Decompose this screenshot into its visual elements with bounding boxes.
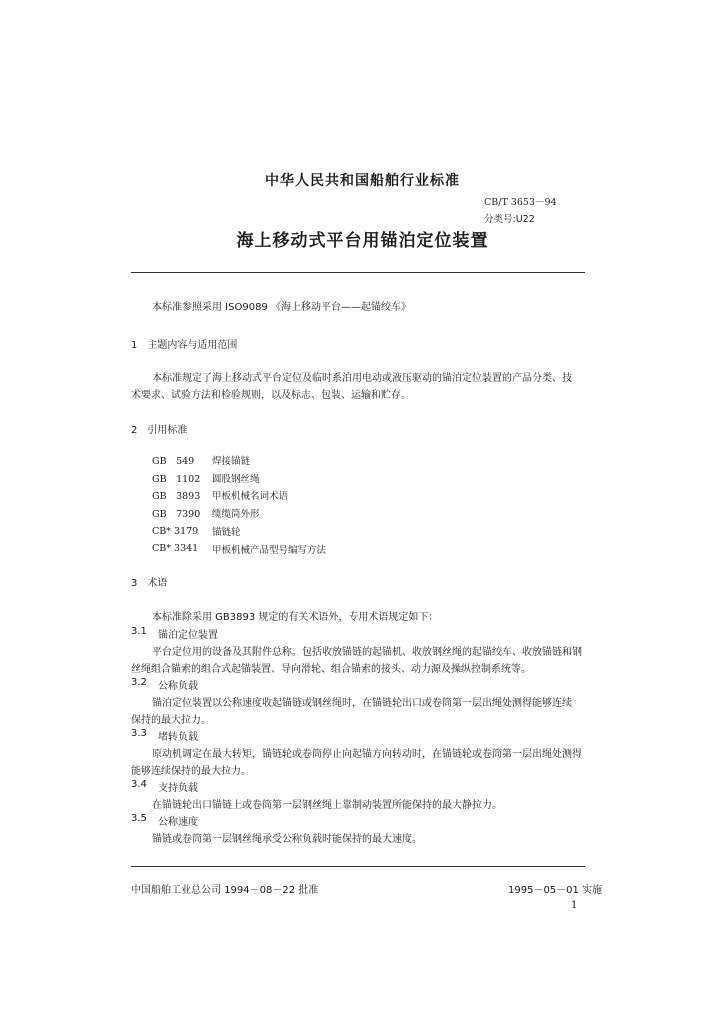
list-item xyxy=(152,522,326,540)
intro-reference: 本标准参照采用 ISO9089 《海上移动平台——起锚绞车》 xyxy=(152,302,411,313)
ref-title: 缆缆筒外形 xyxy=(212,509,260,521)
list-item xyxy=(152,487,326,505)
approval-date: 中国船舶工业总公司 1994－08－22 批准 xyxy=(131,885,319,896)
ref-code: GB 1102 xyxy=(152,473,201,485)
list-item xyxy=(152,504,326,522)
term-number: 3.5 xyxy=(131,813,147,824)
term-title: 支持负载 xyxy=(158,783,198,794)
term-number: 3.3 xyxy=(131,728,147,739)
section-3-intro: 本标准除采用 GB3893 规定的有关术语外，专用术语规定如下： xyxy=(152,612,439,623)
ref-code: CB* 3341 xyxy=(152,543,199,555)
term-def-line-2: 能够连续保持的最大拉力。 xyxy=(131,766,251,777)
ref-title: 甲板机械名词术语 xyxy=(212,491,289,503)
ref-code: CB* 3179 xyxy=(152,525,199,537)
reference-standards-list xyxy=(152,451,326,558)
document-title: 海上移动式平台用锚泊定位装置 xyxy=(236,231,489,251)
term-def-line-1: 平台定位用的设备及其附件总称。包括收放锚链的起锚机、收放钢丝绳的起锚绞车、收放锚链和钢 xyxy=(152,647,582,658)
term-number: 3.4 xyxy=(131,779,147,790)
list-item xyxy=(152,451,326,469)
term-title: 锚泊定位装置 xyxy=(158,630,218,641)
header-rule xyxy=(131,272,585,273)
page-number: 1 xyxy=(571,900,578,911)
section-3-heading: 3 术语 xyxy=(131,578,168,589)
section-2-heading: 2 引用标准 xyxy=(131,425,188,436)
term-title: 公称负载 xyxy=(158,681,198,692)
ref-title: 甲板机械产品型号编写方法 xyxy=(212,544,327,556)
term-def-line-1: 锚泊定位装置以公称速度收起锚链或钢丝绳时，在锚链轮出口或卷筒第一层出绳处测得能够连续 xyxy=(152,698,572,709)
effective-date: 1995－05－01 实施 xyxy=(508,885,603,896)
term-def-line-1: 在锚链轮出口锚链上或卷筒第一层钢丝绳上靠制动装置所能保持的最大静拉力。 xyxy=(152,800,502,811)
term-number: 3.1 xyxy=(131,626,147,637)
list-item xyxy=(152,469,326,487)
ref-title: 焊接锚链 xyxy=(212,455,251,467)
term-def-line-2: 保持的最大拉力。 xyxy=(131,715,211,726)
ref-title: 圆股钢丝绳 xyxy=(212,473,260,485)
term-title: 公称速度 xyxy=(158,817,198,828)
section-1-line-1: 本标准规定了海上移动式平台定位及临时系泊用电动或液压驱动的锚泊定位装置的产品分类、技 xyxy=(152,373,572,384)
standard-number: CB/T 3653－94 xyxy=(484,197,557,208)
ref-title: 锚链轮 xyxy=(212,527,241,539)
footer-rule xyxy=(131,866,585,867)
term-title: 堵转负载 xyxy=(158,732,198,743)
ref-code: GB 3893 xyxy=(152,491,201,503)
ref-code: GB 7390 xyxy=(152,509,201,521)
section-1-heading: 1 主题内容与适用范围 xyxy=(131,340,238,351)
section-1-line-2: 术要求、试验方法和检验规则，以及标志、包装、运输和贮存。 xyxy=(131,390,411,401)
list-item xyxy=(152,540,326,558)
org-standard-heading: 中华人民共和国船舶行业标准 xyxy=(265,173,460,189)
classification-number: 分类号:U22 xyxy=(484,214,535,225)
term-number: 3.2 xyxy=(131,677,147,688)
term-def-line-1: 锚链或卷筒第一层钢丝绳承受公称负载时能保持的最大速度。 xyxy=(152,834,422,845)
term-def-line-1: 原动机调定在最大转矩，锚链轮或卷筒停止向起锚方向转动时，在锚链轮或卷筒第一层出绳处测得 xyxy=(152,749,582,760)
term-def-line-2: 丝绳组合锚索的组合式起锚装置、导向滑轮、组合锚索的接头、动力源及操纵控制系统等。 xyxy=(131,664,531,675)
ref-code: GB 549 xyxy=(152,455,195,467)
